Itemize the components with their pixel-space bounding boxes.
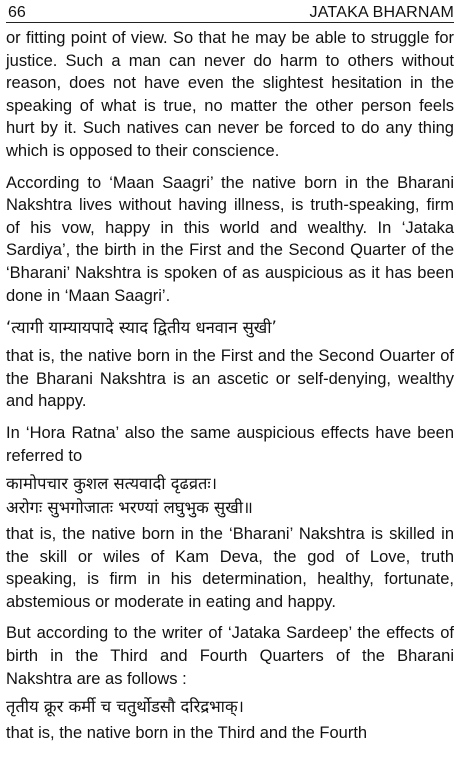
paragraph: But according to the writer of ‘Jataka Sardeep’ the effects of birth in the Third and Fourth Quarters of the Bharani Nakshtra are as follows : bbox=[6, 624, 454, 688]
running-title: JATAKA BHARNAM bbox=[309, 4, 454, 21]
paragraph: that is, the native born in the First and the Second Ouarter of the Bharani Nakshtra is an ascetic or self-denying, wealthy and happy. bbox=[6, 347, 454, 411]
paragraph: In ‘Hora Ratna’ also the same auspicious effects have been referred to bbox=[6, 423, 454, 465]
page-header bbox=[6, 0, 454, 23]
paragraph: or fitting point of view. So that he may be able to struggle for justice. Such a man can never do harm to others without reason, does not have even the slightest hesitation in the speaking of what is true, no matter the other person feels hurt by it. Such natives can never be forced to do any thing which is opposed to their conscience. bbox=[6, 29, 454, 160]
sanskrit-verse-line: कामोपचार कुशल सत्यवादी दृढव्रतः। bbox=[6, 474, 217, 494]
page-number: 66 bbox=[8, 4, 26, 21]
sanskrit-verse: तृतीय क्रूर कर्मी च चतुर्थोडसौ दरिद्रभाक्। bbox=[6, 697, 244, 717]
sanskrit-verse-line: अरोगः सुभगोजातः भरण्यां लघुभुक सुखी॥ bbox=[6, 498, 253, 518]
sanskrit-verse: ‘त्यागी याम्यायपादे स्याद द्वितीय धनवान सुखी’ bbox=[6, 318, 277, 338]
paragraph: that is, the native born in the Third and the Fourth bbox=[6, 724, 368, 743]
page-body bbox=[6, 23, 454, 745]
paragraph: that is, the native born in the ‘Bharani’ Nakshtra is skilled in the skill or wiles of Kam Deva, the god of Love, truth speaking, is firm in his determination, healthy, fortunate, abstemious or moderate in eating and happy. bbox=[6, 525, 454, 611]
paragraph: According to ‘Maan Saagri’ the native born in the Bharani Nakshtra lives without having illness, is truth-speaking, firm of his vow, happy in this world and wealthy. In ‘Jataka Sardiya’, the birth in the First and the Second Quarter of the ‘Bharani’ Nakshtra is spoken of as auspicious as it has been done in ‘Maan Saagri’. bbox=[6, 173, 454, 305]
